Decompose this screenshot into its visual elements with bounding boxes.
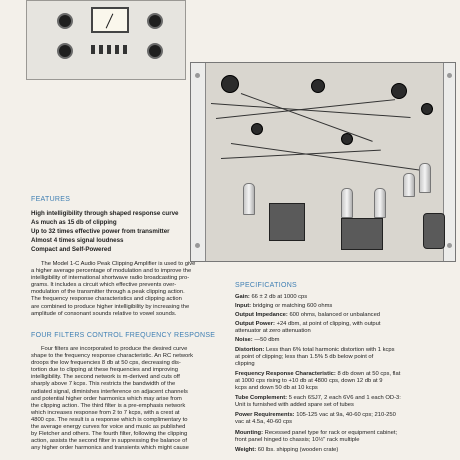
capacitor [391, 83, 407, 99]
filters-heading: FOUR FILTERS CONTROL FREQUENCY RESPONSE [31, 332, 216, 339]
spec-gain: Gain: 66 ± 2 db at 1000 cps [235, 294, 308, 300]
toggle-switch [115, 45, 119, 54]
spec-mounting: Mounting: Recessed panel type for rack or equipment cabinet; front panel hinged to chassis; 10½" rack multiple [235, 430, 398, 443]
front-panel-photo [26, 0, 186, 80]
vacuum-tube [341, 188, 353, 218]
vacuum-tube [419, 163, 431, 193]
spec-frequency-response: Frequency Response Characteristic: 8 db down at 50 cps, flat at 1000 cps rising to +10 db at 4800 cps, down 12 db at 9 kcps and down 50 db at 10 kcps [235, 371, 401, 391]
transformer [341, 218, 383, 250]
feature-item: Compact and Self-Powered [31, 246, 112, 253]
spec-distortion: Distortion: Less than 6% total harmonic distortion with 1 kcps at point of clipping; less than 1.5% 5 db below point of clipping [235, 347, 395, 367]
spec-input: Input: bridging or matching 600 ohms [235, 303, 333, 309]
filters-paragraph: Four filters are incorporated to produce the desired curve shape to the frequency response characteristic. An RC network droops the low frequencies 8 db at 50 cps, decreasing dis- tortion due to clipping at these frequencies and improving intelligibility. The second network is m-derived and cuts off sharply above 7 kcps. This restricts the bandwidth of the radiated signal, diminishes interference on adjacent channels and potential higher order harmonics which may arise from the clipping action. The third filter is a pre-emphasis network which increases response from 2 to 7 kcps, with a crest at 4800 cps. The result is a response which is complimentary to the average energy curves for voice and music as published by Fletcher and others. The fourth filter, following the clipping action, assists the second filter in suppressing the balance of any higher order harmonics and transients which might cause [31, 346, 194, 452]
knob-bottom-right [147, 43, 163, 59]
power-transformer [269, 203, 305, 241]
feature-item: Almost 4 times signal loudness [31, 237, 124, 244]
vacuum-tube [374, 188, 386, 218]
feature-item: Up to 32 times effective power from transmitter [31, 228, 170, 235]
chassis-interior-photo [190, 62, 456, 262]
front-rail [191, 63, 206, 262]
spec-output-impedance: Output Impedance: 600 ohms, balanced or unbalanced [235, 312, 381, 318]
spec-tube-complement: Tube Complement: 5 each 6SJ7, 2 each 6V6 and 1 each OD-3: Unit is furnished with added spare set of tubes [235, 395, 401, 408]
spec-weight: Weight: 60 lbs. shipping (wooden crate) [235, 447, 339, 453]
toggle-switch [99, 45, 103, 54]
knob-top-right [147, 13, 163, 29]
vu-meter [91, 7, 129, 33]
knob-top-left [57, 13, 73, 29]
vacuum-tube [243, 183, 255, 215]
specifications-heading: SPECIFICATIONS [235, 282, 298, 289]
capacitor [221, 75, 239, 93]
spec-output-power: Output Power: +24 dbm, at point of clipping, with output attenuator at zero attenuation [235, 321, 381, 334]
intro-paragraph: The Model 1-C Audio Peak Clipping Amplifier is used to give a higher average percentage of modulation and to improve the intelligibility of international shortwave radio broadcasting pro- grams. It includes a circuit which effective prevents over- modulation of the transmitter through a peak clipping action. The frequency response characteristics and clipping action are combined to produce higher intelligibility by increasing the amplitude of consonant sounds relative to vowel sounds. [31, 261, 196, 317]
spec-power-requirements: Power Requirements: 105-125 vac at 9a, 40-60 cps; 210-250 vac at 4.5a, 40-60 cps [235, 412, 396, 425]
transformer [423, 213, 445, 249]
capacitor [251, 123, 263, 135]
toggle-switch [91, 45, 95, 54]
toggle-switch [123, 45, 127, 54]
spec-noise: Noise: —50 dbm [235, 337, 280, 343]
features-heading: FEATURES [31, 196, 71, 203]
capacitor [341, 133, 353, 145]
feature-item: High intelligibility through shaped response curve [31, 210, 179, 217]
vacuum-tube [403, 173, 415, 197]
capacitor [421, 103, 433, 115]
capacitor [311, 79, 325, 93]
knob-bottom-left [57, 43, 73, 59]
toggle-switch [107, 45, 111, 54]
feature-item: As much as 15 db of clipping [31, 219, 117, 226]
